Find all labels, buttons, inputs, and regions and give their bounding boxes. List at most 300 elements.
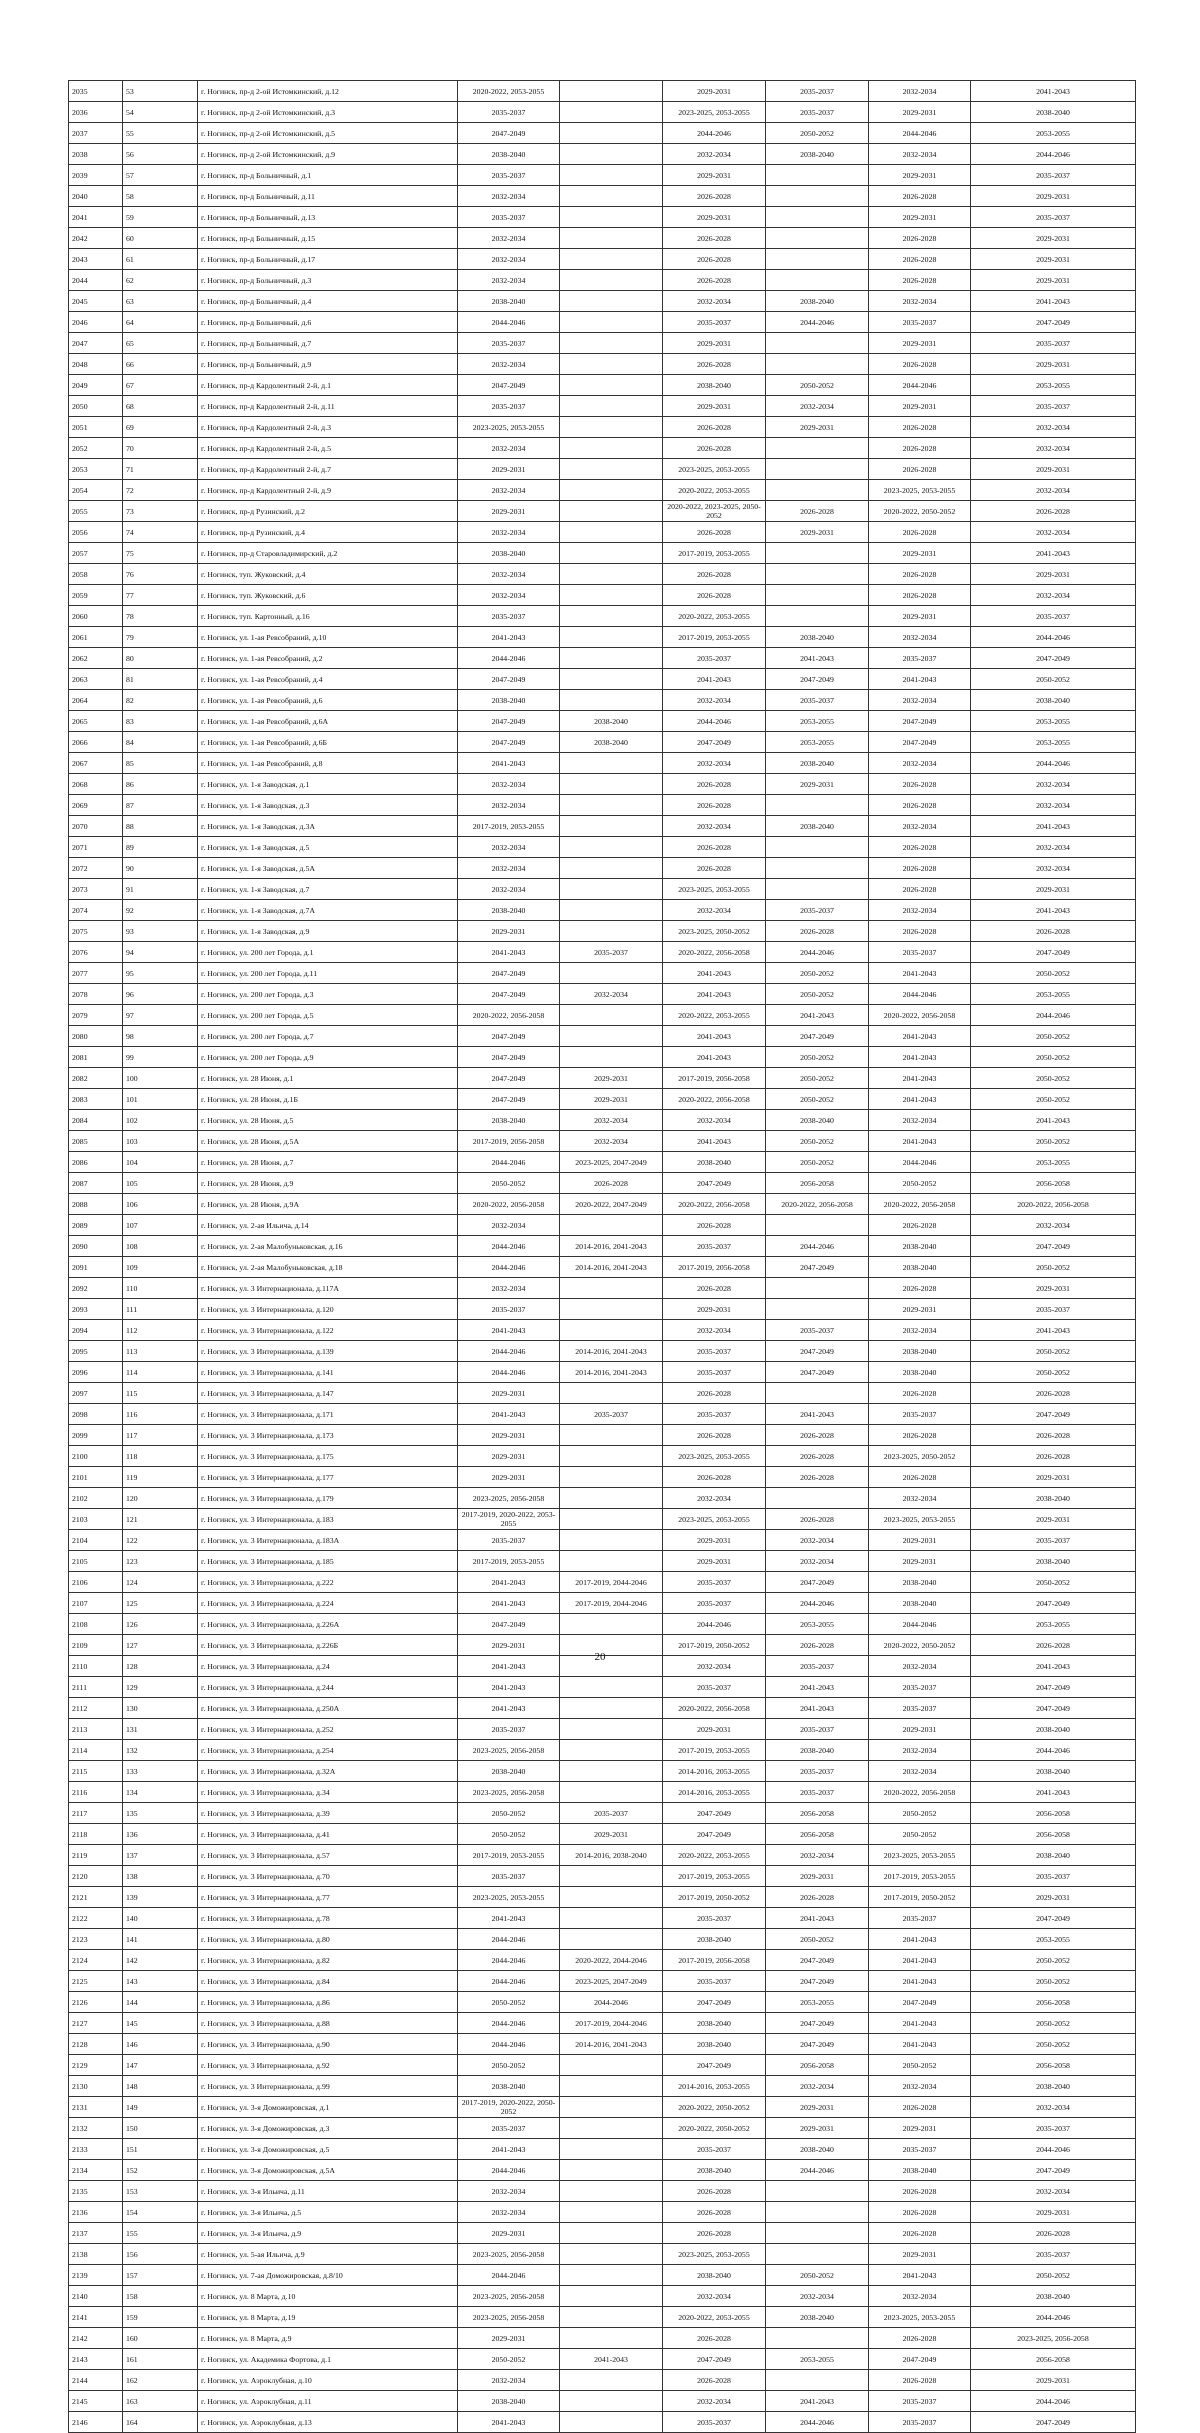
address-cell: г. Ногинск, ул. 2-ая Малобуньковская, д.16 [198, 1236, 458, 1257]
period-cell: 2026-2028 [869, 2202, 971, 2223]
address-cell: г. Ногинск, ул. 1-ая Ревсобраний, д.6Б [198, 732, 458, 753]
period-cell: 2041-2043 [560, 2349, 663, 2370]
row-number-cell: 2070 [69, 816, 123, 837]
table-row [69, 1299, 1136, 1320]
period-cell: 2050-2052 [766, 123, 869, 144]
schedule-table [68, 80, 1136, 2433]
period-cell: 2014-2016, 2041-2043 [560, 1236, 663, 1257]
item-number-cell: 126 [123, 1614, 198, 1635]
period-cell: 2026-2028 [869, 1383, 971, 1404]
table-row [69, 774, 1136, 795]
period-cell [560, 1929, 663, 1950]
period-cell [560, 795, 663, 816]
period-cell [560, 81, 663, 102]
row-number-cell: 2085 [69, 1131, 123, 1152]
period-cell: 2041-2043 [869, 669, 971, 690]
period-cell: 2050-2052 [766, 1047, 869, 1068]
period-cell: 2038-2040 [766, 1110, 869, 1131]
row-number-cell: 2103 [69, 1509, 123, 1530]
period-cell: 2044-2046 [458, 1236, 560, 1257]
period-cell: 2026-2028 [663, 2328, 766, 2349]
period-cell: 2029-2031 [663, 165, 766, 186]
period-cell: 2029-2031 [663, 207, 766, 228]
period-cell: 2020-2022, 2056-2058 [869, 1194, 971, 1215]
period-cell: 2047-2049 [458, 1068, 560, 1089]
address-cell: г. Ногинск, ул. 3 Интернационала, д.88 [198, 2013, 458, 2034]
item-number-cell: 130 [123, 1698, 198, 1719]
period-cell: 2026-2028 [869, 2223, 971, 2244]
period-cell: 2050-2052 [766, 1068, 869, 1089]
period-cell: 2026-2028 [663, 1278, 766, 1299]
address-cell: г. Ногинск, ул. 3-я Ильича, д.5 [198, 2202, 458, 2223]
table-row [69, 1215, 1136, 1236]
table-row [69, 2139, 1136, 2160]
item-number-cell: 57 [123, 165, 198, 186]
period-cell: 2047-2049 [766, 2013, 869, 2034]
period-cell: 2041-2043 [458, 1404, 560, 1425]
period-cell [560, 501, 663, 522]
period-cell: 2029-2031 [663, 1299, 766, 1320]
period-cell: 2029-2031 [560, 1824, 663, 1845]
period-cell [766, 837, 869, 858]
period-cell: 2035-2037 [458, 2118, 560, 2139]
period-cell: 2023-2025, 2056-2058 [458, 2307, 560, 2328]
item-number-cell: 151 [123, 2139, 198, 2160]
row-number-cell: 2096 [69, 1362, 123, 1383]
period-cell: 2026-2028 [766, 501, 869, 522]
period-cell [560, 1383, 663, 1404]
address-cell: г. Ногинск, ул. 3 Интернационала, д.39 [198, 1803, 458, 1824]
period-cell: 2050-2052 [971, 1047, 1136, 1068]
table-row [69, 795, 1136, 816]
period-cell: 2032-2034 [766, 1551, 869, 1572]
table-row [69, 501, 1136, 522]
period-cell: 2035-2037 [458, 1719, 560, 1740]
period-cell: 2041-2043 [458, 2139, 560, 2160]
row-number-cell: 2136 [69, 2202, 123, 2223]
row-number-cell: 2102 [69, 1488, 123, 1509]
row-number-cell: 2145 [69, 2391, 123, 2412]
period-cell: 2047-2049 [458, 963, 560, 984]
period-cell: 2023-2025, 2056-2058 [458, 1782, 560, 1803]
table-row [69, 543, 1136, 564]
period-cell: 2017-2019, 2020-2022, 2053-2055 [458, 1509, 560, 1530]
period-cell: 2032-2034 [971, 1215, 1136, 1236]
row-number-cell: 2141 [69, 2307, 123, 2328]
period-cell: 2032-2034 [458, 795, 560, 816]
period-cell: 2035-2037 [971, 1866, 1136, 1887]
period-cell: 2041-2043 [458, 627, 560, 648]
period-cell: 2047-2049 [458, 711, 560, 732]
period-cell: 2035-2037 [663, 1236, 766, 1257]
table-row [69, 1152, 1136, 1173]
table-row [69, 1236, 1136, 1257]
period-cell [560, 123, 663, 144]
period-cell: 2017-2019, 2020-2022, 2050-2052 [458, 2097, 560, 2118]
row-number-cell: 2140 [69, 2286, 123, 2307]
period-cell: 2026-2028 [869, 2181, 971, 2202]
address-cell: г. Ногинск, ул. 3 Интернационала, д.254 [198, 1740, 458, 1761]
period-cell: 2050-2052 [766, 2265, 869, 2286]
period-cell: 2032-2034 [869, 291, 971, 312]
period-cell: 2017-2019, 2044-2046 [560, 1572, 663, 1593]
period-cell: 2041-2043 [458, 1572, 560, 1593]
period-cell: 2056-2058 [971, 2055, 1136, 2076]
period-cell: 2020-2022, 2023-2025, 2050-2052 [663, 501, 766, 522]
period-cell: 2044-2046 [458, 312, 560, 333]
address-cell: г. Ногинск, ул. 3 Интернационала, д.41 [198, 1824, 458, 1845]
period-cell [560, 207, 663, 228]
period-cell [560, 1047, 663, 1068]
period-cell [560, 1005, 663, 1026]
period-cell: 2029-2031 [766, 1866, 869, 1887]
period-cell: 2047-2049 [971, 1677, 1136, 1698]
period-cell: 2038-2040 [869, 2160, 971, 2181]
row-number-cell: 2127 [69, 2013, 123, 2034]
address-cell: г. Ногинск, пр-д 2-ой Истомкинский, д.5 [198, 123, 458, 144]
period-cell: 2029-2031 [869, 2244, 971, 2265]
period-cell: 2032-2034 [458, 1215, 560, 1236]
period-cell: 2053-2055 [971, 375, 1136, 396]
period-cell: 2026-2028 [869, 2097, 971, 2118]
table-row [69, 1068, 1136, 1089]
period-cell: 2047-2049 [458, 669, 560, 690]
table-row [69, 711, 1136, 732]
period-cell: 2026-2028 [869, 879, 971, 900]
table-row [69, 1173, 1136, 1194]
address-cell: г. Ногинск, ул. 3 Интернационала, д.90 [198, 2034, 458, 2055]
period-cell: 2026-2028 [663, 564, 766, 585]
period-cell: 2023-2025, 2056-2058 [458, 2286, 560, 2307]
item-number-cell: 55 [123, 123, 198, 144]
item-number-cell: 56 [123, 144, 198, 165]
address-cell: г. Ногинск, ул. Аэроклубная, д.10 [198, 2370, 458, 2391]
address-cell: г. Ногинск, ул. 28 Июня, д.5А [198, 1131, 458, 1152]
address-cell: г. Ногинск, пр-д Кардолентный 2-й, д.3 [198, 417, 458, 438]
table-row [69, 1446, 1136, 1467]
period-cell [766, 228, 869, 249]
period-cell: 2029-2031 [560, 1089, 663, 1110]
period-cell: 2020-2022, 2056-2058 [663, 942, 766, 963]
period-cell: 2044-2046 [766, 1236, 869, 1257]
row-number-cell: 2036 [69, 102, 123, 123]
row-number-cell: 2095 [69, 1341, 123, 1362]
address-cell: г. Ногинск, ул. Академика Фортова, д.1 [198, 2349, 458, 2370]
row-number-cell: 2037 [69, 123, 123, 144]
item-number-cell: 115 [123, 1383, 198, 1404]
table-row [69, 270, 1136, 291]
period-cell: 2038-2040 [971, 1719, 1136, 1740]
period-cell: 2032-2034 [869, 816, 971, 837]
period-cell: 2035-2037 [458, 165, 560, 186]
period-cell [560, 858, 663, 879]
address-cell: г. Ногинск, ул. 3 Интернационала, д.183 [198, 1509, 458, 1530]
item-number-cell: 72 [123, 480, 198, 501]
period-cell: 2032-2034 [869, 2286, 971, 2307]
period-cell [560, 354, 663, 375]
period-cell: 2029-2031 [766, 2118, 869, 2139]
address-cell: г. Ногинск, ул. 3 Интернационала, д.32А [198, 1761, 458, 1782]
address-cell: г. Ногинск, ул. 1-ая Ревсобраний, д.8 [198, 753, 458, 774]
period-cell: 2020-2022, 2056-2058 [971, 1194, 1136, 1215]
period-cell [560, 396, 663, 417]
period-cell: 2029-2031 [663, 1530, 766, 1551]
period-cell: 2029-2031 [458, 1446, 560, 1467]
item-number-cell: 78 [123, 606, 198, 627]
period-cell: 2050-2052 [869, 1824, 971, 1845]
period-cell: 2050-2052 [458, 1803, 560, 1824]
period-cell: 2050-2052 [458, 1173, 560, 1194]
period-cell [560, 291, 663, 312]
period-cell: 2032-2034 [766, 396, 869, 417]
row-number-cell: 2112 [69, 1698, 123, 1719]
item-number-cell: 63 [123, 291, 198, 312]
row-number-cell: 2144 [69, 2370, 123, 2391]
period-cell: 2038-2040 [458, 690, 560, 711]
period-cell: 2032-2034 [663, 690, 766, 711]
period-cell [766, 2244, 869, 2265]
period-cell: 2041-2043 [869, 2265, 971, 2286]
table-row [69, 1089, 1136, 1110]
item-number-cell: 148 [123, 2076, 198, 2097]
period-cell: 2032-2034 [971, 522, 1136, 543]
period-cell: 2041-2043 [458, 1320, 560, 1341]
period-cell: 2032-2034 [869, 144, 971, 165]
period-cell: 2026-2028 [869, 270, 971, 291]
address-cell: г. Ногинск, пр-д Больничный, д.6 [198, 312, 458, 333]
period-cell: 2020-2022, 2056-2058 [766, 1194, 869, 1215]
period-cell [766, 2328, 869, 2349]
item-number-cell: 69 [123, 417, 198, 438]
address-cell: г. Ногинск, ул. 1-я Заводская, д.7 [198, 879, 458, 900]
period-cell: 2035-2037 [869, 942, 971, 963]
period-cell: 2026-2028 [869, 795, 971, 816]
item-number-cell: 142 [123, 1950, 198, 1971]
address-cell: г. Ногинск, ул. 28 Июня, д.1Б [198, 1089, 458, 1110]
period-cell: 2029-2031 [458, 2328, 560, 2349]
table-row [69, 354, 1136, 375]
row-number-cell: 2084 [69, 1110, 123, 1131]
period-cell [766, 186, 869, 207]
period-cell: 2038-2040 [971, 1845, 1136, 1866]
row-number-cell: 2061 [69, 627, 123, 648]
period-cell: 2044-2046 [766, 2160, 869, 2181]
period-cell: 2050-2052 [766, 375, 869, 396]
table-row [69, 207, 1136, 228]
period-cell: 2023-2025, 2053-2055 [663, 102, 766, 123]
period-cell: 2029-2031 [869, 207, 971, 228]
address-cell: г. Ногинск, пр-д Рузинский, д.4 [198, 522, 458, 543]
item-number-cell: 131 [123, 1719, 198, 1740]
period-cell: 2032-2034 [971, 2181, 1136, 2202]
period-cell [560, 606, 663, 627]
item-number-cell: 159 [123, 2307, 198, 2328]
period-cell: 2017-2019, 2053-2055 [663, 1740, 766, 1761]
period-cell: 2026-2028 [663, 774, 766, 795]
row-number-cell: 2086 [69, 1152, 123, 1173]
item-number-cell: 119 [123, 1467, 198, 1488]
address-cell: г. Ногинск, ул. 3 Интернационала, д.252 [198, 1719, 458, 1740]
period-cell: 2038-2040 [869, 1593, 971, 1614]
period-cell: 2038-2040 [663, 2265, 766, 2286]
period-cell: 2044-2046 [971, 1005, 1136, 1026]
period-cell: 2044-2046 [560, 1992, 663, 2013]
table-row [69, 2034, 1136, 2055]
period-cell [560, 900, 663, 921]
row-number-cell: 2134 [69, 2160, 123, 2181]
period-cell: 2026-2028 [869, 1278, 971, 1299]
period-cell: 2035-2037 [663, 2412, 766, 2433]
period-cell: 2035-2037 [663, 1362, 766, 1383]
period-cell: 2041-2043 [869, 1131, 971, 1152]
period-cell: 2026-2028 [869, 774, 971, 795]
item-number-cell: 133 [123, 1761, 198, 1782]
period-cell [560, 2307, 663, 2328]
period-cell [560, 459, 663, 480]
table-row [69, 1341, 1136, 1362]
address-cell: г. Ногинск, ул. 3-я Ильича, д.9 [198, 2223, 458, 2244]
row-number-cell: 2119 [69, 1845, 123, 1866]
row-number-cell: 2091 [69, 1257, 123, 1278]
address-cell: г. Ногинск, пр-д Рузинский, д.2 [198, 501, 458, 522]
period-cell: 2035-2037 [971, 1530, 1136, 1551]
address-cell: г. Ногинск, ул. 3 Интернационала, д.250А [198, 1698, 458, 1719]
period-cell: 2029-2031 [971, 1278, 1136, 1299]
address-cell: г. Ногинск, пр-д Кардолентный 2-й, д.11 [198, 396, 458, 417]
period-cell: 2053-2055 [971, 984, 1136, 1005]
table-row [69, 438, 1136, 459]
row-number-cell: 2098 [69, 1404, 123, 1425]
period-cell: 2023-2025, 2053-2055 [869, 1845, 971, 1866]
row-number-cell: 2035 [69, 81, 123, 102]
period-cell: 2056-2058 [766, 1803, 869, 1824]
period-cell: 2038-2040 [663, 2160, 766, 2181]
item-number-cell: 123 [123, 1551, 198, 1572]
item-number-cell: 97 [123, 1005, 198, 1026]
table-row [69, 858, 1136, 879]
period-cell: 2032-2034 [663, 291, 766, 312]
period-cell: 2038-2040 [560, 732, 663, 753]
table-row [69, 648, 1136, 669]
period-cell [560, 228, 663, 249]
period-cell: 2023-2025, 2056-2058 [458, 1488, 560, 1509]
row-number-cell: 2117 [69, 1803, 123, 1824]
table-row [69, 165, 1136, 186]
period-cell: 2044-2046 [766, 312, 869, 333]
period-cell: 2035-2037 [869, 2412, 971, 2433]
row-number-cell: 2062 [69, 648, 123, 669]
period-cell: 2035-2037 [458, 1299, 560, 1320]
period-cell: 2038-2040 [971, 2076, 1136, 2097]
period-cell: 2023-2025, 2053-2055 [869, 2307, 971, 2328]
period-cell: 2035-2037 [869, 1908, 971, 1929]
item-number-cell: 127 [123, 1635, 198, 1656]
period-cell [560, 564, 663, 585]
row-number-cell: 2139 [69, 2265, 123, 2286]
item-number-cell: 136 [123, 1824, 198, 1845]
address-cell: г. Ногинск, ул. 28 Июня, д.9А [198, 1194, 458, 1215]
period-cell: 2038-2040 [869, 1362, 971, 1383]
item-number-cell: 143 [123, 1971, 198, 1992]
row-number-cell: 2072 [69, 858, 123, 879]
row-number-cell: 2078 [69, 984, 123, 1005]
period-cell [560, 774, 663, 795]
table-row [69, 606, 1136, 627]
period-cell [560, 1719, 663, 1740]
period-cell: 2035-2037 [766, 81, 869, 102]
period-cell: 2038-2040 [663, 375, 766, 396]
period-cell: 2044-2046 [869, 984, 971, 1005]
address-cell: г. Ногинск, ул. Аэроклубная, д.13 [198, 2412, 458, 2433]
period-cell: 2035-2037 [971, 396, 1136, 417]
period-cell: 2020-2022, 2053-2055 [663, 606, 766, 627]
period-cell: 2032-2034 [869, 81, 971, 102]
period-cell: 2020-2022, 2056-2058 [663, 1698, 766, 1719]
period-cell: 2035-2037 [766, 1782, 869, 1803]
row-number-cell: 2044 [69, 270, 123, 291]
period-cell: 2038-2040 [663, 2013, 766, 2034]
period-cell: 2035-2037 [663, 312, 766, 333]
period-cell: 2035-2037 [869, 1404, 971, 1425]
period-cell: 2041-2043 [971, 816, 1136, 837]
period-cell: 2038-2040 [458, 291, 560, 312]
period-cell: 2044-2046 [458, 1950, 560, 1971]
item-number-cell: 114 [123, 1362, 198, 1383]
period-cell: 2038-2040 [766, 627, 869, 648]
row-number-cell: 2055 [69, 501, 123, 522]
period-cell: 2035-2037 [663, 648, 766, 669]
table-row [69, 1866, 1136, 1887]
table-row [69, 2265, 1136, 2286]
row-number-cell: 2123 [69, 1929, 123, 1950]
period-cell: 2032-2034 [663, 1656, 766, 1677]
period-cell [766, 858, 869, 879]
row-number-cell: 2069 [69, 795, 123, 816]
item-number-cell: 158 [123, 2286, 198, 2307]
period-cell: 2029-2031 [458, 1383, 560, 1404]
item-number-cell: 109 [123, 1257, 198, 1278]
item-number-cell: 124 [123, 1572, 198, 1593]
row-number-cell: 2051 [69, 417, 123, 438]
item-number-cell: 106 [123, 1194, 198, 1215]
period-cell: 2038-2040 [869, 1236, 971, 1257]
address-cell: г. Ногинск, ул. 200 лет Города, д.9 [198, 1047, 458, 1068]
item-number-cell: 62 [123, 270, 198, 291]
period-cell: 2041-2043 [458, 1656, 560, 1677]
item-number-cell: 144 [123, 1992, 198, 2013]
item-number-cell: 152 [123, 2160, 198, 2181]
period-cell: 2041-2043 [869, 1971, 971, 1992]
period-cell [766, 585, 869, 606]
table-row [69, 1719, 1136, 1740]
period-cell: 2017-2019, 2053-2055 [663, 1866, 766, 1887]
item-number-cell: 83 [123, 711, 198, 732]
row-number-cell: 2133 [69, 2139, 123, 2160]
period-cell: 2050-2052 [766, 1929, 869, 1950]
period-cell: 2035-2037 [971, 207, 1136, 228]
period-cell: 2038-2040 [971, 690, 1136, 711]
period-cell [560, 1740, 663, 1761]
row-number-cell: 2040 [69, 186, 123, 207]
period-cell: 2041-2043 [971, 1320, 1136, 1341]
table-row [69, 942, 1136, 963]
address-cell: г. Ногинск, пр-д Больничный, д.17 [198, 249, 458, 270]
item-number-cell: 145 [123, 2013, 198, 2034]
table-row [69, 753, 1136, 774]
period-cell [560, 1698, 663, 1719]
period-cell: 2047-2049 [971, 942, 1136, 963]
period-cell: 2041-2043 [869, 1047, 971, 1068]
